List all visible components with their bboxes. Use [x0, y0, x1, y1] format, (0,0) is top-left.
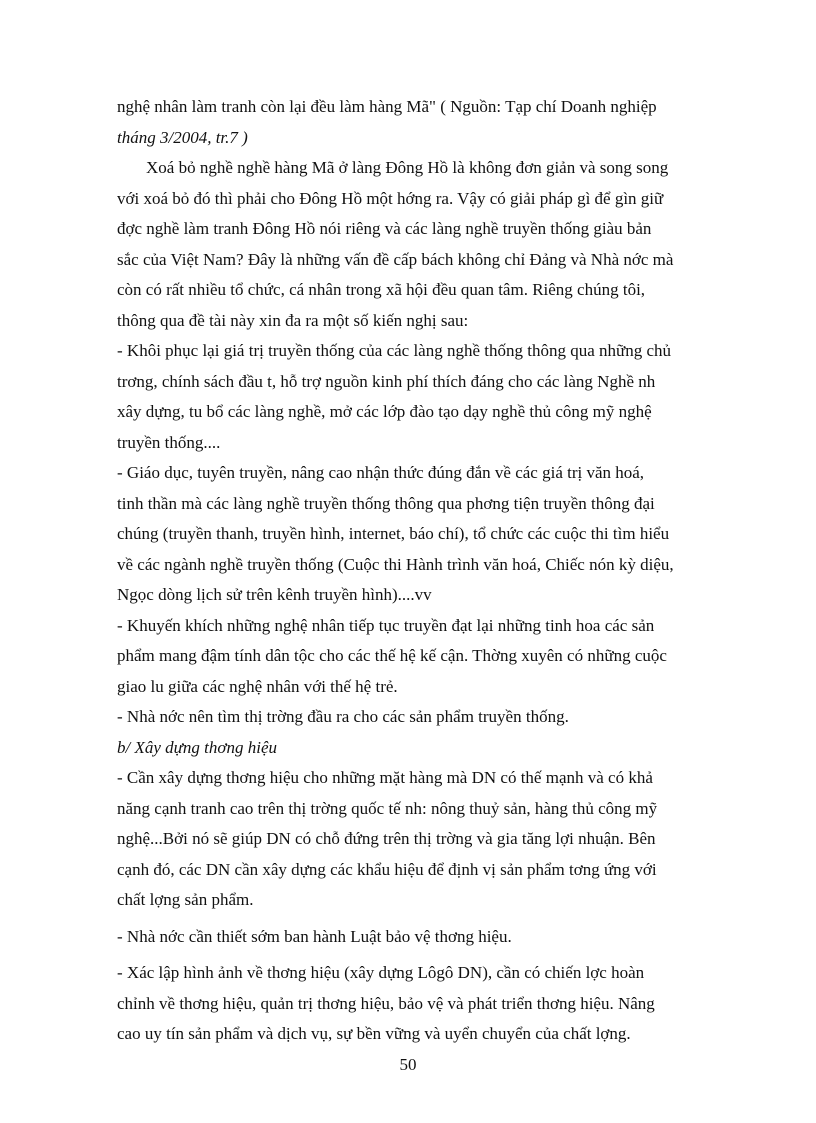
bullet-line [117, 824, 749, 855]
paragraph-line [117, 275, 749, 306]
body-text: truyền thống.... [117, 432, 221, 452]
bullet-line [117, 702, 749, 733]
body-text: nghệ nhân làm tranh còn lại đều làm hàng Mã" ( Nguồn: Tạp chí Doanh nghiệp [117, 97, 657, 116]
bullet-line [117, 922, 749, 953]
bullet-line [117, 958, 749, 989]
bullet-line [117, 397, 749, 428]
body-text: thông qua đề tài này xin đa ra một số kiến nghị sau: [117, 310, 469, 330]
body-text: Ngọc dòng lịch sử trên kênh truyền hình)....vv [117, 585, 432, 604]
body-text: còn có rất nhiều tổ chức, cá nhân trong xã hội đều quan tâm. Riêng chúng tôi, [117, 280, 646, 299]
citation-text: tháng 3/2004, tr.7 ) [117, 127, 248, 147]
body-text: - Nhà nớc nên tìm thị trờng đầu ra cho các sản phẩm truyền thống. [117, 707, 569, 726]
page-body [117, 92, 749, 1050]
section-heading-text: b/ Xây dựng thơng hiệu [117, 737, 277, 757]
section-heading [117, 733, 749, 764]
bullet-line [117, 1019, 749, 1050]
body-text: - Nhà nớc cần thiết sớm ban hành Luật bảo vệ thơng hiệu. [117, 926, 512, 946]
bullet-line [117, 794, 749, 825]
body-text: - Xác lập hình ảnh về thơng hiệu (xây dựng Lôgô DN), cần có chiến lợc hoàn [117, 963, 645, 982]
paragraph-line [117, 306, 749, 337]
body-text: sắc của Việt Nam? Đây là những vấn đề cấp bách không chỉ Đảng và Nhà nớc mà [117, 249, 674, 269]
body-text: - Khôi phục lại giá trị truyền thống của các làng nghề thống thông qua những chủ [117, 341, 672, 360]
page-number: 50 [399, 1055, 417, 1074]
body-text: - Giáo dục, tuyên truyền, nâng cao nhận thức đúng đắn về các giá trị văn hoá, [117, 463, 645, 482]
body-text: chỉnh về thơng hiệu, quản trị thơng hiệu, bảo vệ và phát triển thơng hiệu. Nâng [117, 993, 655, 1013]
bullet-line [117, 458, 749, 489]
bullet-line [117, 763, 749, 794]
body-text: năng cạnh tranh cao trên thị trờng quốc tế nh: nông thuỷ sản, hàng thủ công mỹ [117, 798, 658, 818]
bullet-line [117, 885, 749, 916]
paragraph-line [117, 245, 749, 276]
body-line [117, 123, 749, 154]
body-text: cạnh đó, các DN cần xây dựng các khẩu hiệu để định vị sản phẩm tơng ứng với [117, 859, 657, 879]
bullet-line [117, 641, 749, 672]
body-text: - Cần xây dựng thơng hiệu cho những mặt hàng mà DN có thế mạnh và có khả [117, 768, 653, 787]
bullet-line [117, 855, 749, 886]
body-text: tinh thần mà các làng nghề truyền thống thông qua phơng tiện truyền thông đại [117, 493, 655, 513]
body-text: - Khuyến khích những nghệ nhân tiếp tục truyền đạt lại những tinh hoa các sản [117, 615, 655, 635]
bullet-line [117, 367, 749, 398]
body-text: xây dựng, tu bổ các làng nghề, mở các lớp đào tạo dạy nghề thủ công mỹ nghệ [117, 402, 652, 421]
body-text: trơng, chính sách đầu t, hỗ trợ nguồn kinh phí thích đáng cho các làng Nghề nh [117, 371, 656, 391]
bullet-line [117, 519, 749, 550]
body-text: chất lợng sản phẩm. [117, 890, 254, 909]
paragraph-line [117, 153, 749, 184]
body-text: chúng (truyền thanh, truyền hình, internet, báo chí), tổ chức các cuộc thi tìm hiểu [117, 524, 670, 543]
bullet-line [117, 428, 749, 459]
body-text: về các ngành nghề truyền thống (Cuộc thi Hành trình văn hoá, Chiếc nón kỳ diệu, [117, 554, 674, 574]
bullet-line [117, 550, 749, 581]
paragraph-line [117, 184, 749, 215]
bullet-line [117, 489, 749, 520]
body-text: cao uy tín sản phẩm và dịch vụ, sự bền vững và uyển chuyển của chất lợng. [117, 1024, 631, 1043]
body-text: nghệ...Bởi nó sẽ giúp DN có chỗ đứng trên thị trờng và gia tăng lợi nhuận. Bên [117, 829, 656, 848]
bullet-line [117, 989, 749, 1020]
bullet-line [117, 580, 749, 611]
bullet-line [117, 672, 749, 703]
bullet-line [117, 336, 749, 367]
body-text: Xoá bỏ nghề nghề hàng Mã ở làng Đông Hồ là không đơn giản và song song [146, 158, 669, 177]
body-text: đợc nghề làm tranh Đông Hồ nói riêng và các làng nghề truyền thống giàu bản [117, 219, 652, 238]
body-line [117, 92, 749, 123]
paragraph-line [117, 214, 749, 245]
body-text: giao lu giữa các nghệ nhân với thế hệ trẻ. [117, 676, 398, 696]
body-text: với xoá bỏ đó thì phải cho Đông Hồ một hớng ra. Vậy có giải pháp gì để gìn giữ [117, 188, 664, 208]
bullet-line [117, 611, 749, 642]
body-text: phẩm mang đậm tính dân tộc cho các thế hệ kế cận. Thờng xuyên có những cuộc [117, 646, 667, 665]
